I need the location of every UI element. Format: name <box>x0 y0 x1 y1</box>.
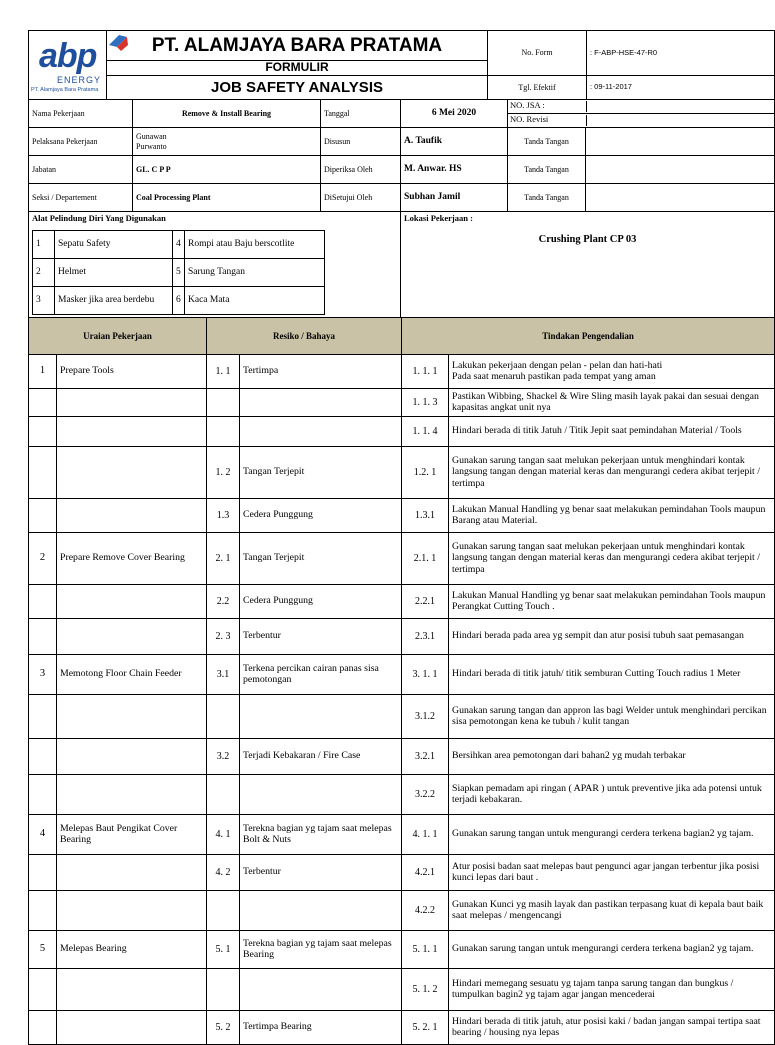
risk-number: 5. 1 <box>207 930 240 968</box>
risk-number: 1. 2 <box>207 446 240 498</box>
table-row <box>29 498 775 532</box>
jabatan-value: GL. C P P <box>133 156 321 184</box>
task-description <box>57 854 207 890</box>
risk-description <box>240 388 402 416</box>
lokasi-section <box>401 212 775 318</box>
risk-description: Terbentur <box>240 618 402 654</box>
no-jsa-label: NO. JSA : <box>510 101 587 112</box>
risk-number: 1. 1 <box>207 354 240 388</box>
risk-number <box>207 774 240 814</box>
risk-number: 5. 2 <box>207 1010 240 1044</box>
control-number: 3.2.2 <box>402 774 449 814</box>
col-tindakan: Tindakan Pengendalian <box>402 317 775 354</box>
apd-section <box>29 212 401 318</box>
control-description: Lakukan pekerjaan dengan pelan - pelan dan hati-hati Pada saat menaruh pastikan pada tempat yang aman <box>449 354 775 388</box>
table-body <box>29 354 775 1044</box>
control-number: 1. 1. 4 <box>402 416 449 446</box>
pelaksana-name-1: Gunawan <box>136 132 167 142</box>
seksi-value: Coal Processing Plant <box>133 184 321 212</box>
tgl-efektif-label: Tgl. Efektif <box>488 75 587 99</box>
task-description <box>57 498 207 532</box>
ttd-label-2: Tanda Tangan <box>508 156 586 184</box>
no-form-label: No. Form <box>488 31 587 76</box>
tgl-efektif-value: : 09-11-2017 <box>587 75 775 99</box>
jsa-number-cell <box>508 100 775 128</box>
task-number: 2 <box>29 532 57 584</box>
ttd-label-3: Tanda Tangan <box>508 184 586 212</box>
control-number: 4.2.2 <box>402 890 449 930</box>
risk-number: 2.2 <box>207 584 240 618</box>
control-number: 2.3.1 <box>402 618 449 654</box>
risk-description <box>240 694 402 738</box>
control-description: Hindari berada di titik Jatuh / Titik Jepit saat pemindahan Material / Tools <box>449 416 775 446</box>
risk-number: 4. 2 <box>207 854 240 890</box>
task-description: Melepas Bearing <box>57 930 207 968</box>
disusun-label: Disusun <box>321 128 401 156</box>
task-number <box>29 584 57 618</box>
task-number <box>29 890 57 930</box>
task-number <box>29 774 57 814</box>
risk-number: 3.2 <box>207 738 240 774</box>
table-row <box>29 1010 775 1044</box>
task-description <box>57 584 207 618</box>
control-number: 1. 1. 3 <box>402 388 449 416</box>
task-number <box>29 1010 57 1044</box>
control-number: 1. 1. 1 <box>402 354 449 388</box>
risk-description: Tangan Terjepit <box>240 446 402 498</box>
control-description: Gunakan sarung tangan untuk mengurangi cerdera terkena bagian2 yg tajam. <box>449 930 775 968</box>
signature-field-2[interactable] <box>586 156 775 184</box>
control-description: Lakukan Manual Handling yg benar saat melakukan pemindahan Tools maupun Perangkat Cutting Touch . <box>449 584 775 618</box>
pelaksana-name-2: Purwanto <box>136 141 167 151</box>
risk-description: Terjadi Kebakaran / Fire Case <box>240 738 402 774</box>
control-description: Gunakan sarung tangan saat melukan pekerjaan untuk menghindari kontak langsung tangan dengan material keras dan mengurangi cedera akibat terjepit / tertimpa <box>449 446 775 498</box>
risk-description: Tertimpa <box>240 354 402 388</box>
risk-number: 3.1 <box>207 654 240 694</box>
control-description: Hindari memegang sesuatu yg tajam tanpa sarung tangan dan bungkus / tumpulkan bagin2 yg tajam agar jangan mencederai <box>449 968 775 1010</box>
pelaksana-label: Pelaksana Pekerjaan <box>29 128 133 156</box>
risk-description: Terkena percikan cairan panas sisa pemotongan <box>240 654 402 694</box>
apd-title: Alat Pelindung Diri Yang Digunakan <box>32 213 166 223</box>
risk-number: 4. 1 <box>207 814 240 854</box>
risk-description: Terekna bagian yg tajam saat melepas Bolt & Nuts <box>240 814 402 854</box>
task-number: 4 <box>29 814 57 854</box>
task-description <box>57 694 207 738</box>
risk-number: 1.3 <box>207 498 240 532</box>
task-description: Melepas Baut Pengikat Cover Bearing <box>57 814 207 854</box>
signature-field-1[interactable] <box>586 128 775 156</box>
task-description <box>57 890 207 930</box>
risk-description: Terekna bagian yg tajam saat melepas Bearing <box>240 930 402 968</box>
signature-field-3[interactable] <box>586 184 775 212</box>
table-row <box>29 738 775 774</box>
control-number: 5. 1. 1 <box>402 930 449 968</box>
control-number: 2.1. 1 <box>402 532 449 584</box>
col-resiko: Resiko / Bahaya <box>207 317 402 354</box>
diperiksa-label: Diperiksa Oleh <box>321 156 401 184</box>
task-description: Prepare Tools <box>57 354 207 388</box>
task-number <box>29 738 57 774</box>
tanggal-label: Tanggal <box>321 100 401 128</box>
control-number: 5. 2. 1 <box>402 1010 449 1044</box>
apd-list <box>32 230 325 315</box>
control-description: Hindari berada di titik jatuh/ titik semburan Cutting Touch radius 1 Meter <box>449 654 775 694</box>
tanggal-value: 6 Mei 2020 <box>401 100 508 128</box>
control-number: 3.2.1 <box>402 738 449 774</box>
table-row <box>29 532 775 584</box>
risk-description: Tertimpa Bearing <box>240 1010 402 1044</box>
task-description <box>57 446 207 498</box>
control-description: Pastikan Wibbing, Shackel & Wire Sling masih layak pakai dan sesuai dengan kapasitas angkat unit nya <box>449 388 775 416</box>
task-description <box>57 388 207 416</box>
apd-item: 1 Sepatu Safety 4 Rompi atau Baju berscotlite <box>33 230 325 258</box>
control-number: 3.1.2 <box>402 694 449 738</box>
apd-item: 3 Masker jika area berdebu 6 Kaca Mata <box>33 286 325 314</box>
task-description <box>57 416 207 446</box>
task-number: 5 <box>29 930 57 968</box>
risk-description: Cedera Punggung <box>240 584 402 618</box>
control-number: 3. 1. 1 <box>402 654 449 694</box>
form-header <box>28 30 775 100</box>
table-row <box>29 416 775 446</box>
nama-label: Nama Pekerjaan <box>29 100 133 128</box>
control-number: 4. 1. 1 <box>402 814 449 854</box>
table-row <box>29 618 775 654</box>
risk-number <box>207 890 240 930</box>
control-description: Lakukan Manual Handling yg benar saat melakukan pemindahan Tools maupun Barang atau Material. <box>449 498 775 532</box>
ttd-label-1: Tanda Tangan <box>508 128 586 156</box>
risk-number: 2. 1 <box>207 532 240 584</box>
task-number <box>29 498 57 532</box>
task-description <box>57 738 207 774</box>
risk-description <box>240 416 402 446</box>
logo <box>29 31 107 100</box>
lokasi-value: Crushing Plant CP 03 <box>538 233 637 245</box>
task-number <box>29 854 57 890</box>
table-row <box>29 814 775 854</box>
control-description: Bersihkan area pemotongan dari bahan2 yg mudah terbakar <box>449 738 775 774</box>
risk-number <box>207 416 240 446</box>
table-header <box>29 317 775 354</box>
table-row <box>29 930 775 968</box>
table-row <box>29 654 775 694</box>
task-number: 1 <box>29 354 57 388</box>
table-row <box>29 968 775 1010</box>
task-number <box>29 416 57 446</box>
table-row <box>29 694 775 738</box>
logo-energy: ENERGY <box>57 75 102 85</box>
lokasi-label: Lokasi Pekerjaan : <box>404 213 473 223</box>
task-description <box>57 774 207 814</box>
col-uraian: Uraian Pekerjaan <box>29 317 207 354</box>
seksi-label: Seksi / Departement <box>29 184 133 212</box>
formulir-label: FORMULIR <box>107 61 488 76</box>
control-number: 5. 1. 2 <box>402 968 449 1010</box>
risk-number <box>207 388 240 416</box>
table-row <box>29 354 775 388</box>
task-number <box>29 694 57 738</box>
control-description: Gunakan Kunci yg masih layak dan pastikan terpasang kuat di kepala baut baik saat melepas / mengencangi <box>449 890 775 930</box>
task-number: 3 <box>29 654 57 694</box>
task-description <box>57 968 207 1010</box>
risk-number: 2. 3 <box>207 618 240 654</box>
risk-description <box>240 774 402 814</box>
risk-description: Cedera Punggung <box>240 498 402 532</box>
control-description: Siapkan pemadam api ringan ( APAR ) untuk preventive jika ada potensi untuk terjadi kebakaran. <box>449 774 775 814</box>
disetujui-label: DiSetujui Oleh <box>321 184 401 212</box>
form-title: JOB SAFETY ANALYSIS <box>107 75 488 99</box>
control-description: Hindari berada di titik jatuh, atur posisi kaki / badan jangan sampai tertipa saat bearing / housing nya lepas <box>449 1010 775 1044</box>
task-description <box>57 1010 207 1044</box>
apd-item: 2 Helmet 5 Sarung Tangan <box>33 258 325 286</box>
table-row <box>29 774 775 814</box>
control-description: Gunakan sarung tangan saat melukan pekerjaan untuk menghindari kontak langsung tangan dengan material keras dan mengurangi cedera akibat terjepit / tertimpa <box>449 532 775 584</box>
logo-mark-icon <box>107 33 129 55</box>
task-description <box>57 618 207 654</box>
control-number: 1.3.1 <box>402 498 449 532</box>
task-number <box>29 446 57 498</box>
task-description: Prepare Remove Cover Bearing <box>57 532 207 584</box>
jabatan-label: Jabatan <box>29 156 133 184</box>
control-description: Atur posisi badan saat melepas baut pengunci agar jangan terbentur jika posisi kunci lepas dari baut . <box>449 854 775 890</box>
logo-subtitle: PT. Alamjaya Bara Pratama <box>31 87 99 93</box>
control-number: 1.2. 1 <box>402 446 449 498</box>
risk-description: Terbentur <box>240 854 402 890</box>
table-row <box>29 446 775 498</box>
risk-number <box>207 968 240 1010</box>
task-number <box>29 968 57 1010</box>
risk-description: Tangan Terjepit <box>240 532 402 584</box>
risk-description <box>240 890 402 930</box>
disusun-value: A. Taufik <box>401 128 508 156</box>
jsa-table <box>28 317 775 1045</box>
control-number: 4.2.1 <box>402 854 449 890</box>
no-revisi-label: NO. Revisi <box>510 115 587 126</box>
no-form-value: : F-ABP-HSE-47-R0 <box>587 31 775 76</box>
table-row <box>29 388 775 416</box>
company-name: PT. ALAMJAYA BARA PRATAMA <box>107 31 488 61</box>
disetujui-value: Subhan Jamil <box>401 184 508 212</box>
task-description: Memotong Floor Chain Feeder <box>57 654 207 694</box>
diperiksa-value: M. Anwar. HS <box>401 156 508 184</box>
logo-text: abp <box>39 37 97 75</box>
task-number <box>29 388 57 416</box>
table-row <box>29 890 775 930</box>
risk-number <box>207 694 240 738</box>
job-info <box>28 99 775 318</box>
control-description: Gunakan sarung tangan dan appron las bagi Welder untuk menghindari percikan sisa pemotongan kena ke tubuh / kulit tangan <box>449 694 775 738</box>
table-row <box>29 854 775 890</box>
table-row <box>29 584 775 618</box>
task-number <box>29 618 57 654</box>
risk-description <box>240 968 402 1010</box>
nama-value: Remove & Install Bearing <box>133 100 321 128</box>
control-description: Gunakan sarung tangan untuk mengurangi cerdera terkena bagian2 yg tajam. <box>449 814 775 854</box>
jsa-form <box>28 30 774 1045</box>
control-description: Hindari berada pada area yg sempit dan atur posisi tubuh saat pemasangan <box>449 618 775 654</box>
control-number: 2.2.1 <box>402 584 449 618</box>
